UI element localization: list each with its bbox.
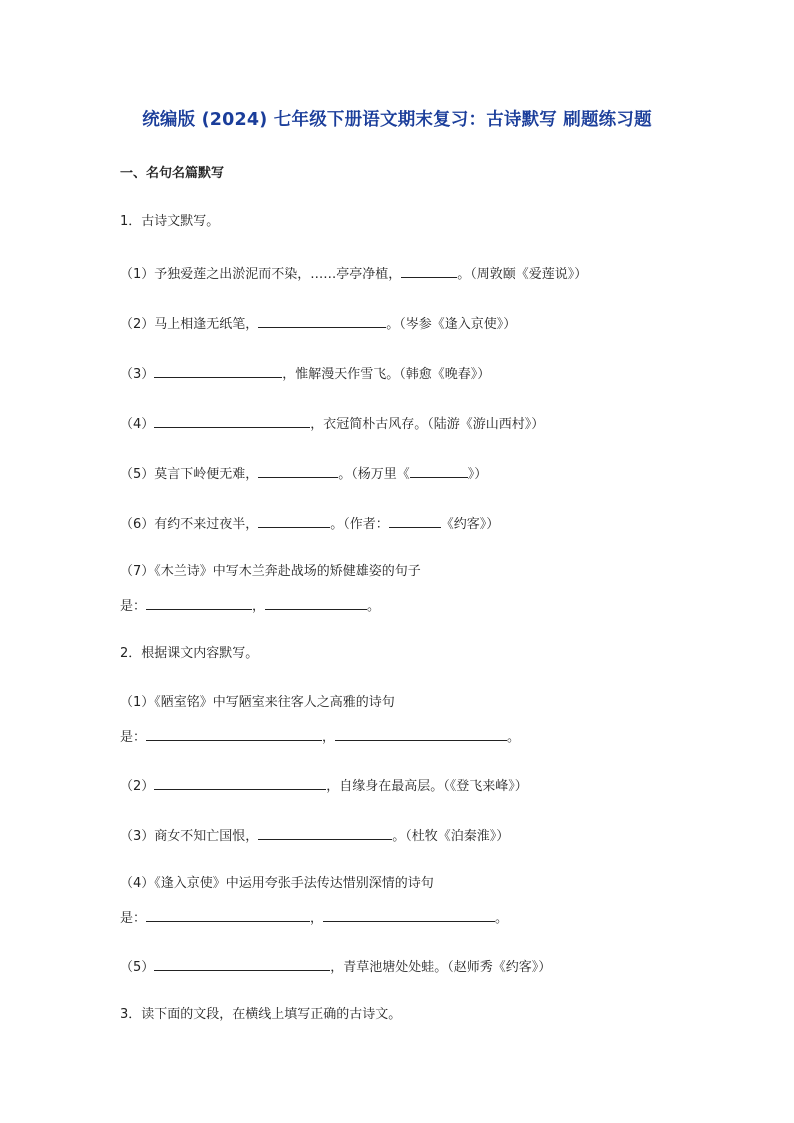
item-text: （6）有约不来过夜半， [120, 517, 259, 532]
question-2-item-4-answer [120, 907, 508, 928]
question-2-heading: 2．根据课文内容默写。 [120, 646, 259, 661]
item-text: 是： [120, 911, 147, 926]
answer-blank[interactable] [323, 907, 495, 922]
answer-blank[interactable] [146, 595, 252, 610]
question-2-item-2 [120, 775, 528, 796]
question-2-item-1-stem: （1）《陋室铭》中写陋室来往客人之高雅的诗句 [120, 695, 395, 710]
question-1-item-5 [120, 463, 487, 484]
item-text: 。 [507, 730, 521, 745]
item-text: （1）予独爱莲之出淤泥而不染，……亭亭净植， [120, 267, 402, 282]
answer-blank[interactable] [154, 956, 330, 971]
answer-blank[interactable] [258, 313, 386, 328]
question-1-heading: 1．古诗文默写。 [120, 214, 220, 229]
item-text: 。 [495, 911, 509, 926]
item-text: ，惟解漫天作雪飞。（韩愈《晚春》） [282, 367, 491, 382]
item-text: （2） [120, 779, 155, 794]
page-title: 统编版 (2024) 七年级下册语文期末复习：古诗默写 刷题练习题 [142, 110, 652, 130]
question-1-item-3 [120, 363, 490, 384]
item-text: 。（岑参《逢入京使》） [386, 317, 517, 332]
item-text: ，自缘身在最高层。（《登飞来峰》） [326, 779, 528, 794]
answer-blank[interactable] [258, 463, 338, 478]
answer-blank[interactable] [335, 726, 507, 741]
question-1-item-6 [120, 513, 499, 534]
question-2-item-3 [120, 825, 509, 846]
answer-blank[interactable] [410, 463, 468, 478]
question-1-item-1 [120, 263, 587, 284]
item-text: （3） [120, 367, 155, 382]
question-2-item-1-answer [120, 726, 520, 747]
question-2-item-5 [120, 956, 551, 977]
item-text: ，青草池塘处处蛙。（赵师秀《约客》） [330, 960, 552, 975]
answer-blank[interactable] [154, 775, 326, 790]
answer-blank[interactable] [146, 726, 322, 741]
section-heading: 一、名句名篇默写 [120, 166, 225, 181]
answer-blank[interactable] [401, 263, 457, 278]
item-text: 。（杜牧《泊秦淮》） [392, 829, 510, 844]
item-text: 是： [120, 599, 147, 614]
question-1-item-4 [120, 413, 544, 434]
item-text: 。（作者： [330, 517, 389, 532]
answer-blank[interactable] [258, 513, 330, 528]
item-text: （5）莫言下岭便无难， [120, 467, 259, 482]
item-text: ， [322, 730, 336, 745]
answer-blank[interactable] [258, 825, 392, 840]
item-text: 。（周敦颐《爱莲说》） [457, 267, 588, 282]
answer-blank[interactable] [389, 513, 441, 528]
item-text: （4） [120, 417, 155, 432]
item-text: （2）马上相逢无纸笔， [120, 317, 259, 332]
item-text: ， [310, 911, 324, 926]
item-text: 。 [367, 599, 381, 614]
answer-blank[interactable] [154, 413, 310, 428]
question-3-heading: 3．读下面的文段，在横线上填写正确的古诗文。 [120, 1007, 402, 1022]
answer-blank[interactable] [154, 363, 282, 378]
item-text: 《约客》） [440, 517, 500, 532]
item-text: ， [252, 599, 266, 614]
item-text: 是： [120, 730, 147, 745]
answer-blank[interactable] [146, 907, 310, 922]
item-text: （5） [120, 960, 155, 975]
question-1-item-2 [120, 313, 516, 334]
question-2-item-4-stem: （4）《逢入京使》中运用夸张手法传达惜别深情的诗句 [120, 876, 434, 891]
question-1-item-7-stem: （7）《木兰诗》中写木兰奔赴战场的矫健雄姿的句子 [120, 564, 421, 579]
item-text: 。（杨万里《 [338, 467, 410, 482]
question-1-item-7-answer [120, 595, 380, 616]
item-text: ，衣冠简朴古风存。（陆游《游山西村》） [310, 417, 545, 432]
item-text: （3）商女不知亡国恨， [120, 829, 259, 844]
answer-blank[interactable] [265, 595, 367, 610]
item-text: 》） [467, 467, 488, 482]
